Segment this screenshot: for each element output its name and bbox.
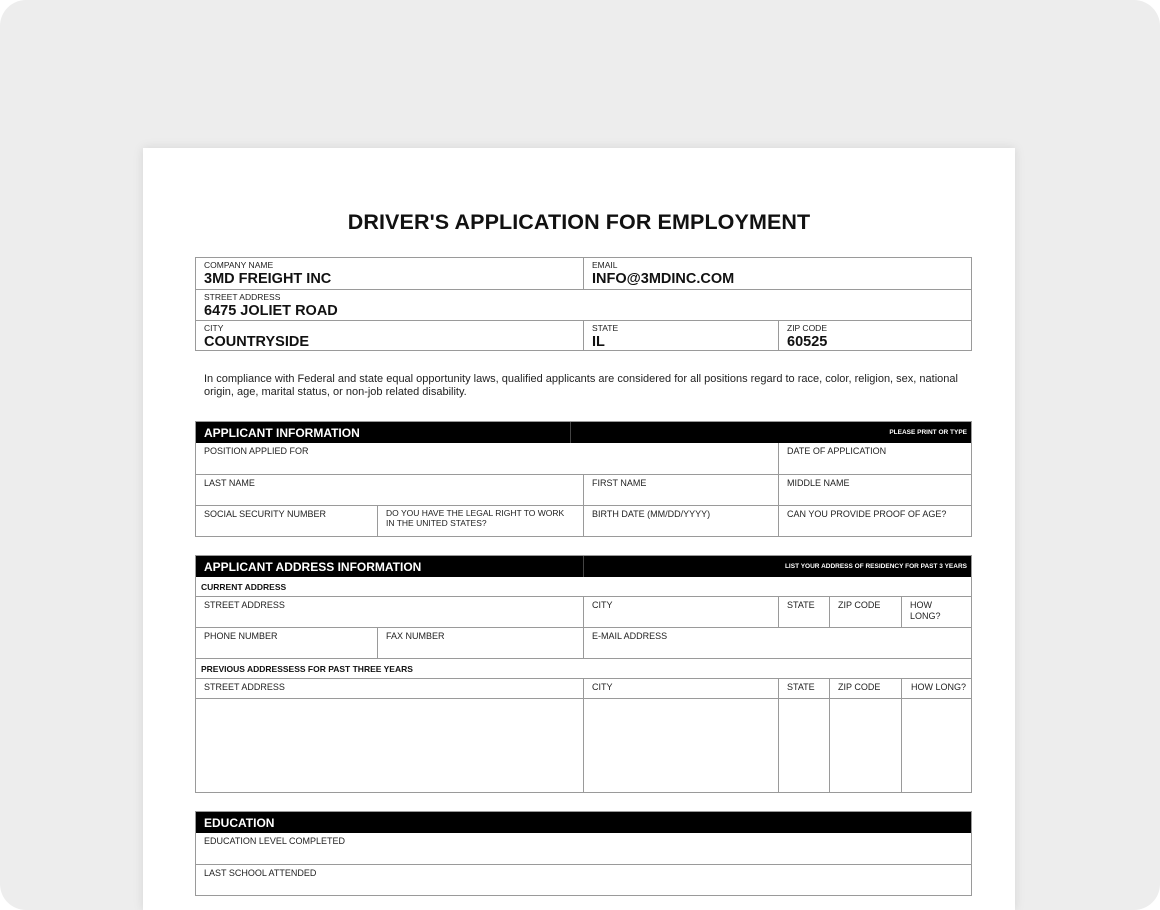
ssn-field[interactable]: SOCIAL SECURITY NUMBER xyxy=(204,509,327,519)
address-info-title: APPLICANT ADDRESS INFORMATION xyxy=(204,559,422,574)
previous-how-long-header: HOW LONG? xyxy=(901,679,971,698)
education-header xyxy=(196,812,971,833)
applicant-info-header xyxy=(196,422,971,443)
previous-city-header: CITY xyxy=(583,679,778,698)
current-how-long-field[interactable]: HOW LONG? xyxy=(901,597,971,627)
company-name-value: 3MD FREIGHT INC xyxy=(204,271,332,287)
header-divider xyxy=(570,422,571,443)
last-school-field[interactable]: LAST SCHOOL ATTENDED xyxy=(204,868,317,878)
previous-how-long-area[interactable] xyxy=(901,699,971,792)
city-label: CITY xyxy=(204,323,224,333)
city-cell xyxy=(196,321,583,350)
fax-field[interactable]: FAX NUMBER xyxy=(377,628,583,658)
street-cell xyxy=(196,290,971,320)
state-value: IL xyxy=(592,334,605,350)
email-label: EMAIL xyxy=(592,260,618,270)
previous-street-area[interactable] xyxy=(196,699,583,792)
current-street-field[interactable]: STREET ADDRESS xyxy=(204,600,285,610)
current-zip-field[interactable]: ZIP CODE xyxy=(829,597,901,627)
phone-field[interactable]: PHONE NUMBER xyxy=(204,631,278,641)
previous-city-area[interactable] xyxy=(583,699,778,792)
zip-cell xyxy=(778,321,971,350)
education-table xyxy=(195,811,972,896)
company-name-label: COMPANY NAME xyxy=(204,260,274,270)
company-name-cell xyxy=(196,258,583,289)
header-divider xyxy=(583,556,584,577)
education-title: EDUCATION xyxy=(204,815,275,830)
state-cell xyxy=(583,321,778,350)
street-label: STREET ADDRESS xyxy=(204,292,281,302)
first-name-field[interactable]: FIRST NAME xyxy=(583,475,778,505)
document-title: DRIVER'S APPLICATION FOR EMPLOYMENT xyxy=(347,210,811,234)
zip-label: ZIP CODE xyxy=(787,323,827,333)
birth-date-field[interactable]: BIRTH DATE (MM/DD/YYYY) xyxy=(583,506,778,536)
applicant-info-title: APPLICANT INFORMATION xyxy=(204,425,360,440)
position-field[interactable]: POSITION APPLIED FOR xyxy=(204,446,309,456)
city-value: COUNTRYSIDE xyxy=(204,334,309,350)
current-city-field[interactable]: CITY xyxy=(583,597,778,627)
previous-street-header: STREET ADDRESS xyxy=(204,682,285,692)
previous-zip-header: ZIP CODE xyxy=(829,679,901,698)
last-name-field[interactable]: LAST NAME xyxy=(204,478,255,488)
company-info-table xyxy=(195,257,972,351)
date-of-application-field[interactable]: DATE OF APPLICATION xyxy=(778,443,971,474)
education-level-field[interactable]: EDUCATION LEVEL COMPLETED xyxy=(204,836,346,846)
applicant-info-table xyxy=(195,421,972,537)
email-address-field[interactable]: E-MAIL ADDRESS xyxy=(583,628,971,658)
previous-state-area[interactable] xyxy=(778,699,829,792)
current-address-subheader: CURRENT ADDRESS xyxy=(201,582,287,592)
previous-state-header: STATE xyxy=(778,679,829,698)
applicant-info-note: PLEASE PRINT OR TYPE xyxy=(889,429,967,436)
email-value: INFO@3MDINC.COM xyxy=(592,271,735,287)
eeo-notice: In compliance with Federal and state equal opportunity laws, qualified applicants are considered for all positions regard to race, color, religion, sex, national origin, age, marital status, or non-job related disability. xyxy=(204,373,958,398)
email-cell xyxy=(583,258,971,289)
zip-value: 60525 xyxy=(787,334,828,350)
previous-address-subheader: PREVIOUS ADDRESSESS FOR PAST THREE YEARS xyxy=(201,664,413,674)
legal-right-field[interactable]: DO YOU HAVE THE LEGAL RIGHT TO WORK IN THE UNITED STATES? xyxy=(377,506,583,536)
middle-name-field[interactable]: MIDDLE NAME xyxy=(778,475,971,505)
street-value: 6475 JOLIET ROAD xyxy=(204,303,338,319)
previous-zip-area[interactable] xyxy=(829,699,901,792)
address-info-note: LIST YOUR ADDRESS OF RESIDENCY FOR PAST 3 YEARS xyxy=(784,563,967,570)
current-state-field[interactable]: STATE xyxy=(778,597,829,627)
state-label: STATE xyxy=(592,323,619,333)
address-info-table xyxy=(195,555,972,793)
document-page xyxy=(143,148,1015,910)
proof-of-age-field[interactable]: CAN YOU PROVIDE PROOF OF AGE? xyxy=(778,506,971,536)
address-info-header xyxy=(196,556,971,577)
